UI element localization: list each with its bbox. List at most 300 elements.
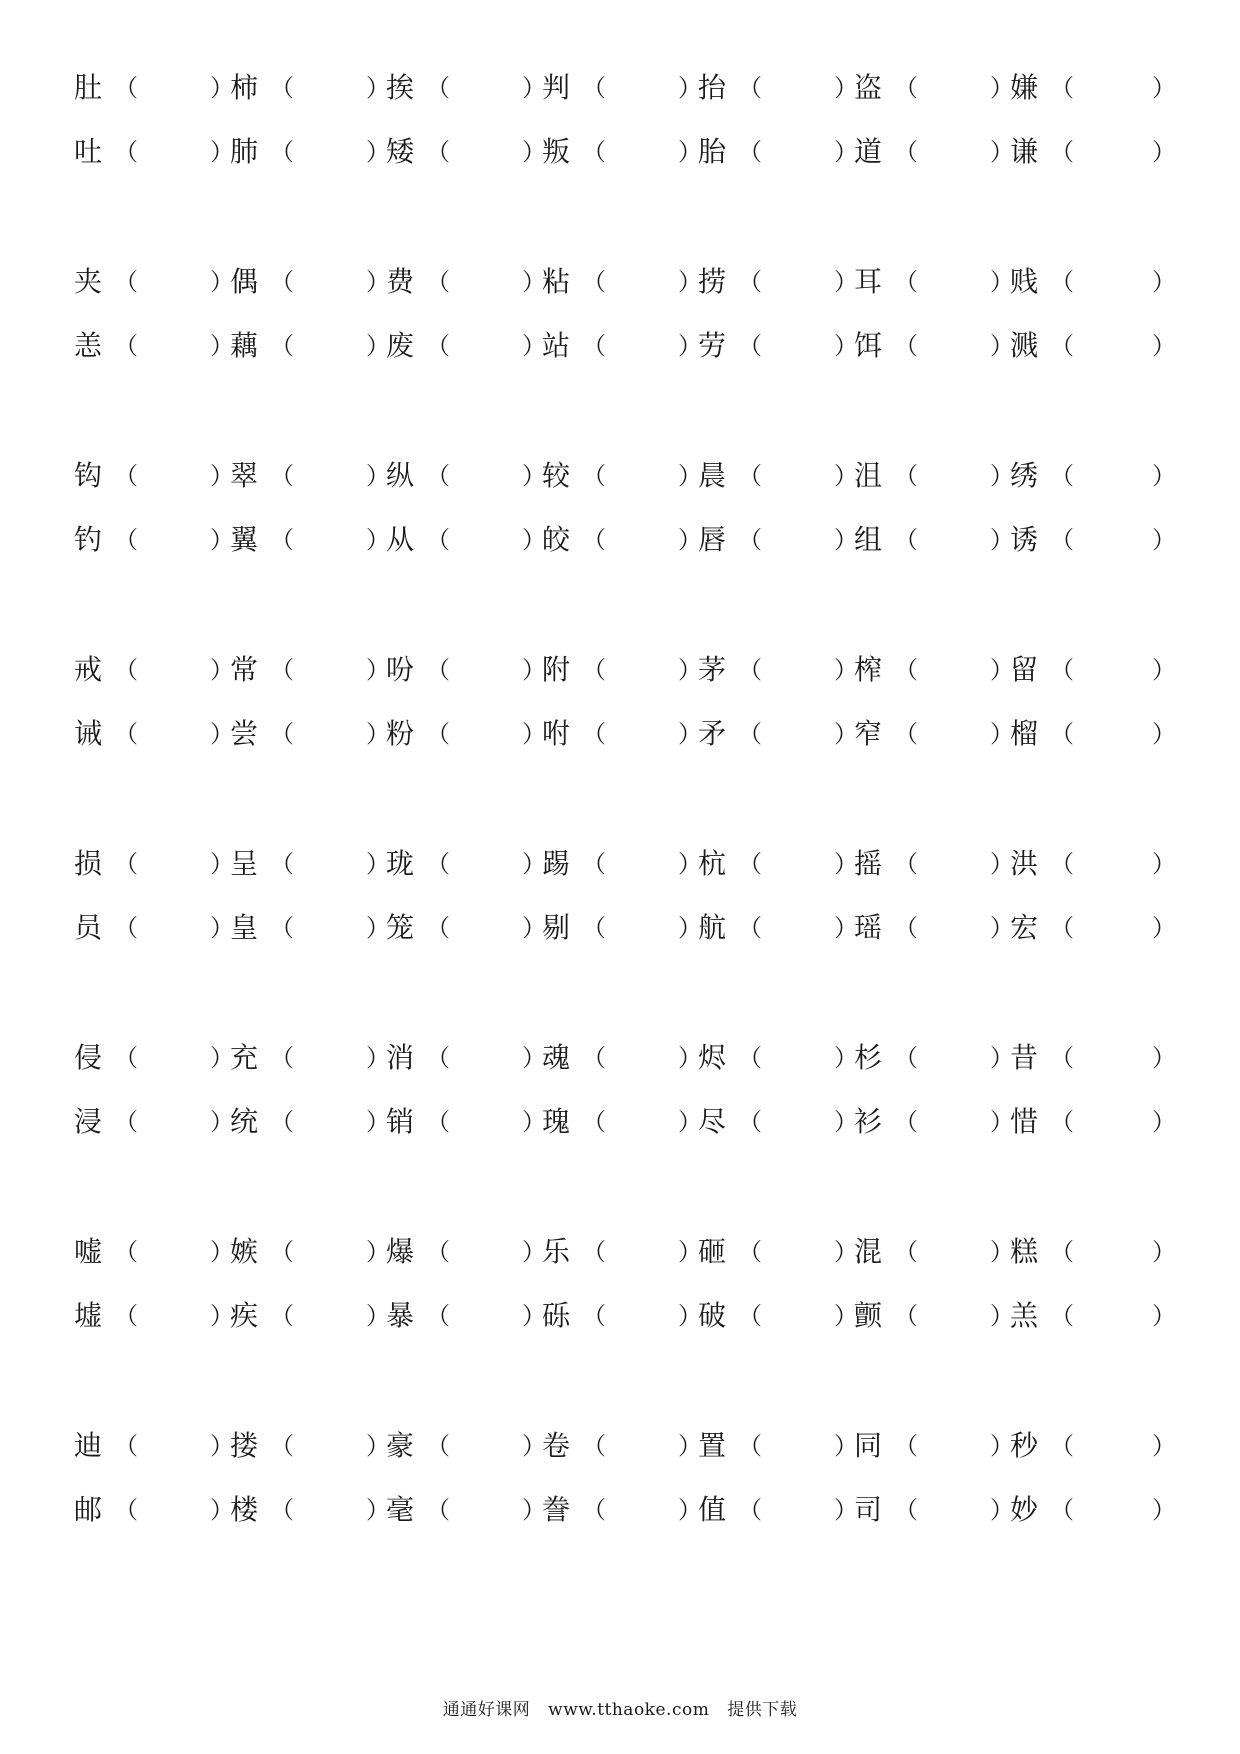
open-paren: （	[426, 1496, 450, 1524]
close-paren: ）	[366, 332, 390, 360]
open-paren: （	[894, 720, 918, 748]
close-paren: ）	[678, 1108, 702, 1136]
open-paren: （	[738, 268, 762, 296]
close-paren: ）	[1152, 268, 1176, 296]
open-paren: （	[738, 1432, 762, 1460]
open-paren: （	[894, 1302, 918, 1330]
open-paren: （	[114, 526, 138, 554]
character: 晨	[698, 459, 727, 492]
character: 茅	[698, 653, 727, 686]
open-paren: （	[114, 268, 138, 296]
character: 留	[1010, 653, 1039, 686]
character: 挨	[386, 71, 415, 104]
character: 叛	[542, 135, 571, 168]
character: 魂	[542, 1041, 571, 1074]
open-paren: （	[894, 1496, 918, 1524]
character: 判	[542, 71, 571, 104]
character: 卷	[542, 1429, 571, 1462]
character: 组	[854, 523, 883, 556]
open-paren: （	[582, 914, 606, 942]
char-row	[0, 326, 1240, 366]
close-paren: ）	[366, 1238, 390, 1266]
open-paren: （	[582, 332, 606, 360]
open-paren: （	[582, 526, 606, 554]
close-paren: ）	[522, 1496, 546, 1524]
open-paren: （	[426, 720, 450, 748]
character: 消	[386, 1041, 415, 1074]
character: 吩	[386, 653, 415, 686]
character: 销	[386, 1105, 415, 1138]
character: 附	[542, 653, 571, 686]
close-paren: ）	[834, 656, 858, 684]
character: 破	[698, 1299, 727, 1332]
close-paren: ）	[1152, 1238, 1176, 1266]
character: 呈	[230, 847, 259, 880]
footer-suffix: 提供下载	[727, 1700, 798, 1720]
close-paren: ）	[210, 850, 234, 878]
open-paren: （	[582, 1108, 606, 1136]
close-paren: ）	[990, 1432, 1014, 1460]
open-paren: （	[582, 462, 606, 490]
close-paren: ）	[210, 1302, 234, 1330]
character: 乐	[542, 1235, 571, 1268]
open-paren: （	[114, 1496, 138, 1524]
char-row	[0, 714, 1240, 754]
close-paren: ）	[678, 1238, 702, 1266]
close-paren: ）	[834, 268, 858, 296]
character: 皎	[542, 523, 571, 556]
character: 置	[698, 1429, 727, 1462]
close-paren: ）	[678, 914, 702, 942]
close-paren: ）	[366, 1496, 390, 1524]
character: 较	[542, 459, 571, 492]
character: 矮	[386, 135, 415, 168]
close-paren: ）	[210, 332, 234, 360]
close-paren: ）	[990, 1108, 1014, 1136]
character: 诱	[1010, 523, 1039, 556]
character: 尝	[230, 717, 259, 750]
open-paren: （	[426, 332, 450, 360]
close-paren: ）	[990, 656, 1014, 684]
close-paren: ）	[522, 914, 546, 942]
close-paren: ）	[834, 720, 858, 748]
character: 浸	[74, 1105, 103, 1138]
character: 戒	[74, 653, 103, 686]
character: 谦	[1010, 135, 1039, 168]
character: 妙	[1010, 1493, 1039, 1526]
character: 充	[230, 1041, 259, 1074]
open-paren: （	[114, 138, 138, 166]
character: 瑶	[854, 911, 883, 944]
open-paren: （	[1050, 1496, 1074, 1524]
close-paren: ）	[522, 74, 546, 102]
character: 嫌	[1010, 71, 1039, 104]
close-paren: ）	[1152, 1044, 1176, 1072]
open-paren: （	[738, 850, 762, 878]
open-paren: （	[270, 268, 294, 296]
character: 豪	[386, 1429, 415, 1462]
open-paren: （	[894, 526, 918, 554]
close-paren: ）	[210, 268, 234, 296]
character: 窄	[854, 717, 883, 750]
char-row	[0, 1102, 1240, 1142]
close-paren: ）	[834, 914, 858, 942]
character: 秒	[1010, 1429, 1039, 1462]
open-paren: （	[582, 268, 606, 296]
close-paren: ）	[1152, 462, 1176, 490]
character: 同	[854, 1429, 883, 1462]
open-paren: （	[738, 1302, 762, 1330]
open-paren: （	[894, 1044, 918, 1072]
open-paren: （	[270, 1302, 294, 1330]
character: 贱	[1010, 265, 1039, 298]
character: 嘘	[74, 1235, 103, 1268]
character: 踢	[542, 847, 571, 880]
character: 唇	[698, 523, 727, 556]
character: 暴	[386, 1299, 415, 1332]
character: 航	[698, 911, 727, 944]
character: 糕	[1010, 1235, 1039, 1268]
character: 烬	[698, 1041, 727, 1074]
close-paren: ）	[678, 656, 702, 684]
close-paren: ）	[990, 1238, 1014, 1266]
char-row	[0, 262, 1240, 302]
close-paren: ）	[834, 462, 858, 490]
char-row	[0, 456, 1240, 496]
open-paren: （	[1050, 1302, 1074, 1330]
open-paren: （	[114, 656, 138, 684]
character: 肺	[230, 135, 259, 168]
open-paren: （	[738, 720, 762, 748]
open-paren: （	[1050, 74, 1074, 102]
character: 珑	[386, 847, 415, 880]
character: 常	[230, 653, 259, 686]
open-paren: （	[894, 1432, 918, 1460]
char-row	[0, 1426, 1240, 1466]
character: 诫	[74, 717, 103, 750]
character: 迪	[74, 1429, 103, 1462]
character: 费	[386, 265, 415, 298]
character: 爆	[386, 1235, 415, 1268]
character: 粘	[542, 265, 571, 298]
open-paren: （	[426, 1108, 450, 1136]
open-paren: （	[270, 656, 294, 684]
footer	[0, 1698, 1240, 1722]
open-paren: （	[582, 74, 606, 102]
open-paren: （	[894, 74, 918, 102]
open-paren: （	[426, 462, 450, 490]
open-paren: （	[1050, 462, 1074, 490]
open-paren: （	[270, 1108, 294, 1136]
open-paren: （	[270, 462, 294, 490]
close-paren: ）	[522, 332, 546, 360]
open-paren: （	[270, 138, 294, 166]
character: 宏	[1010, 911, 1039, 944]
open-paren: （	[1050, 332, 1074, 360]
close-paren: ）	[1152, 914, 1176, 942]
open-paren: （	[582, 850, 606, 878]
close-paren: ）	[834, 1108, 858, 1136]
character: 饵	[854, 329, 883, 362]
close-paren: ）	[990, 138, 1014, 166]
open-paren: （	[270, 1496, 294, 1524]
character: 钓	[74, 523, 103, 556]
character: 沮	[854, 459, 883, 492]
close-paren: ）	[678, 1496, 702, 1524]
open-paren: （	[738, 526, 762, 554]
close-paren: ）	[990, 850, 1014, 878]
character: 矛	[698, 717, 727, 750]
close-paren: ）	[990, 526, 1014, 554]
close-paren: ）	[678, 850, 702, 878]
open-paren: （	[582, 1238, 606, 1266]
close-paren: ）	[210, 462, 234, 490]
close-paren: ）	[1152, 850, 1176, 878]
character: 楼	[230, 1493, 259, 1526]
open-paren: （	[738, 1044, 762, 1072]
close-paren: ）	[522, 850, 546, 878]
character: 统	[230, 1105, 259, 1138]
close-paren: ）	[990, 1496, 1014, 1524]
character: 衫	[854, 1105, 883, 1138]
char-row	[0, 908, 1240, 948]
close-paren: ）	[366, 656, 390, 684]
open-paren: （	[894, 850, 918, 878]
open-paren: （	[426, 656, 450, 684]
close-paren: ）	[522, 462, 546, 490]
close-paren: ）	[522, 1238, 546, 1266]
character: 砸	[698, 1235, 727, 1268]
open-paren: （	[1050, 850, 1074, 878]
character: 尽	[698, 1105, 727, 1138]
open-paren: （	[114, 332, 138, 360]
character: 墟	[74, 1299, 103, 1332]
open-paren: （	[894, 914, 918, 942]
character: 羔	[1010, 1299, 1039, 1332]
open-paren: （	[894, 1238, 918, 1266]
close-paren: ）	[210, 1238, 234, 1266]
character: 惜	[1010, 1105, 1039, 1138]
open-paren: （	[426, 268, 450, 296]
character: 剔	[542, 911, 571, 944]
open-paren: （	[1050, 720, 1074, 748]
open-paren: （	[894, 462, 918, 490]
open-paren: （	[1050, 138, 1074, 166]
open-paren: （	[582, 138, 606, 166]
character: 耳	[854, 265, 883, 298]
open-paren: （	[114, 720, 138, 748]
open-paren: （	[582, 720, 606, 748]
open-paren: （	[1050, 656, 1074, 684]
close-paren: ）	[210, 1044, 234, 1072]
open-paren: （	[894, 1108, 918, 1136]
close-paren: ）	[210, 1432, 234, 1460]
close-paren: ）	[990, 720, 1014, 748]
close-paren: ）	[366, 526, 390, 554]
close-paren: ）	[366, 1108, 390, 1136]
open-paren: （	[270, 74, 294, 102]
char-row	[0, 1490, 1240, 1530]
character: 翠	[230, 459, 259, 492]
open-paren: （	[894, 332, 918, 360]
close-paren: ）	[834, 332, 858, 360]
character: 站	[542, 329, 571, 362]
close-paren: ）	[210, 914, 234, 942]
open-paren: （	[114, 914, 138, 942]
open-paren: （	[114, 1302, 138, 1330]
close-paren: ）	[210, 74, 234, 102]
close-paren: ）	[366, 1302, 390, 1330]
close-paren: ）	[366, 268, 390, 296]
open-paren: （	[738, 656, 762, 684]
char-row	[0, 68, 1240, 108]
open-paren: （	[114, 1044, 138, 1072]
open-paren: （	[582, 1044, 606, 1072]
char-row	[0, 132, 1240, 172]
close-paren: ）	[678, 1044, 702, 1072]
character: 盗	[854, 71, 883, 104]
character: 值	[698, 1493, 727, 1526]
character: 昔	[1010, 1041, 1039, 1074]
open-paren: （	[426, 74, 450, 102]
character: 粉	[386, 717, 415, 750]
close-paren: ）	[678, 526, 702, 554]
close-paren: ）	[522, 1044, 546, 1072]
character: 疾	[230, 1299, 259, 1332]
close-paren: ）	[678, 268, 702, 296]
character: 皇	[230, 911, 259, 944]
character: 榨	[854, 653, 883, 686]
character: 洪	[1010, 847, 1039, 880]
close-paren: ）	[678, 1432, 702, 1460]
character: 瑰	[542, 1105, 571, 1138]
open-paren: （	[114, 1108, 138, 1136]
open-paren: （	[114, 850, 138, 878]
close-paren: ）	[366, 1044, 390, 1072]
open-paren: （	[114, 1432, 138, 1460]
close-paren: ）	[834, 74, 858, 102]
open-paren: （	[270, 1238, 294, 1266]
character: 夹	[74, 265, 103, 298]
close-paren: ）	[1152, 526, 1176, 554]
character: 纵	[386, 459, 415, 492]
character: 侵	[74, 1041, 103, 1074]
close-paren: ）	[834, 850, 858, 878]
character: 钩	[74, 459, 103, 492]
char-row	[0, 520, 1240, 560]
close-paren: ）	[834, 138, 858, 166]
open-paren: （	[1050, 1432, 1074, 1460]
open-paren: （	[738, 462, 762, 490]
close-paren: ）	[678, 138, 702, 166]
open-paren: （	[582, 1432, 606, 1460]
open-paren: （	[738, 1496, 762, 1524]
open-paren: （	[1050, 1238, 1074, 1266]
open-paren: （	[738, 138, 762, 166]
character: 绣	[1010, 459, 1039, 492]
open-paren: （	[1050, 1108, 1074, 1136]
close-paren: ）	[522, 1108, 546, 1136]
close-paren: ）	[678, 462, 702, 490]
character: 吐	[74, 135, 103, 168]
close-paren: ）	[522, 656, 546, 684]
close-paren: ）	[366, 720, 390, 748]
character: 邮	[74, 1493, 103, 1526]
close-paren: ）	[210, 1108, 234, 1136]
character: 嫉	[230, 1235, 259, 1268]
close-paren: ）	[522, 268, 546, 296]
character: 翼	[230, 523, 259, 556]
footer-url: www.tthaoke.com	[548, 1700, 710, 1720]
open-paren: （	[270, 1432, 294, 1460]
close-paren: ）	[834, 1044, 858, 1072]
open-paren: （	[114, 1238, 138, 1266]
close-paren: ）	[678, 720, 702, 748]
character: 毫	[386, 1493, 415, 1526]
character: 砾	[542, 1299, 571, 1332]
close-paren: ）	[834, 1238, 858, 1266]
close-paren: ）	[522, 720, 546, 748]
close-paren: ）	[522, 1302, 546, 1330]
close-paren: ）	[366, 1432, 390, 1460]
open-paren: （	[270, 1044, 294, 1072]
close-paren: ）	[366, 462, 390, 490]
character: 道	[854, 135, 883, 168]
close-paren: ）	[210, 1496, 234, 1524]
char-row	[0, 650, 1240, 690]
close-paren: ）	[678, 74, 702, 102]
close-paren: ）	[990, 462, 1014, 490]
open-paren: （	[426, 526, 450, 554]
character: 司	[854, 1493, 883, 1526]
open-paren: （	[426, 138, 450, 166]
close-paren: ）	[1152, 720, 1176, 748]
close-paren: ）	[210, 656, 234, 684]
close-paren: ）	[834, 1496, 858, 1524]
character: 誊	[542, 1493, 571, 1526]
character: 肚	[74, 71, 103, 104]
open-paren: （	[738, 1108, 762, 1136]
close-paren: ）	[522, 138, 546, 166]
character: 榴	[1010, 717, 1039, 750]
open-paren: （	[114, 74, 138, 102]
open-paren: （	[582, 1302, 606, 1330]
close-paren: ）	[1152, 1108, 1176, 1136]
close-paren: ）	[366, 74, 390, 102]
close-paren: ）	[1152, 1496, 1176, 1524]
close-paren: ）	[1152, 1302, 1176, 1330]
character: 混	[854, 1235, 883, 1268]
character: 损	[74, 847, 103, 880]
close-paren: ）	[1152, 74, 1176, 102]
open-paren: （	[270, 332, 294, 360]
char-row	[0, 1296, 1240, 1336]
footer-site-name: 通通好课网	[442, 1700, 531, 1720]
close-paren: ）	[834, 1302, 858, 1330]
character: 废	[386, 329, 415, 362]
character: 柿	[230, 71, 259, 104]
character: 颤	[854, 1299, 883, 1332]
char-row	[0, 1038, 1240, 1078]
open-paren: （	[1050, 914, 1074, 942]
open-paren: （	[894, 138, 918, 166]
open-paren: （	[894, 268, 918, 296]
close-paren: ）	[210, 526, 234, 554]
open-paren: （	[1050, 526, 1074, 554]
close-paren: ）	[834, 526, 858, 554]
close-paren: ）	[1152, 332, 1176, 360]
close-paren: ）	[678, 332, 702, 360]
